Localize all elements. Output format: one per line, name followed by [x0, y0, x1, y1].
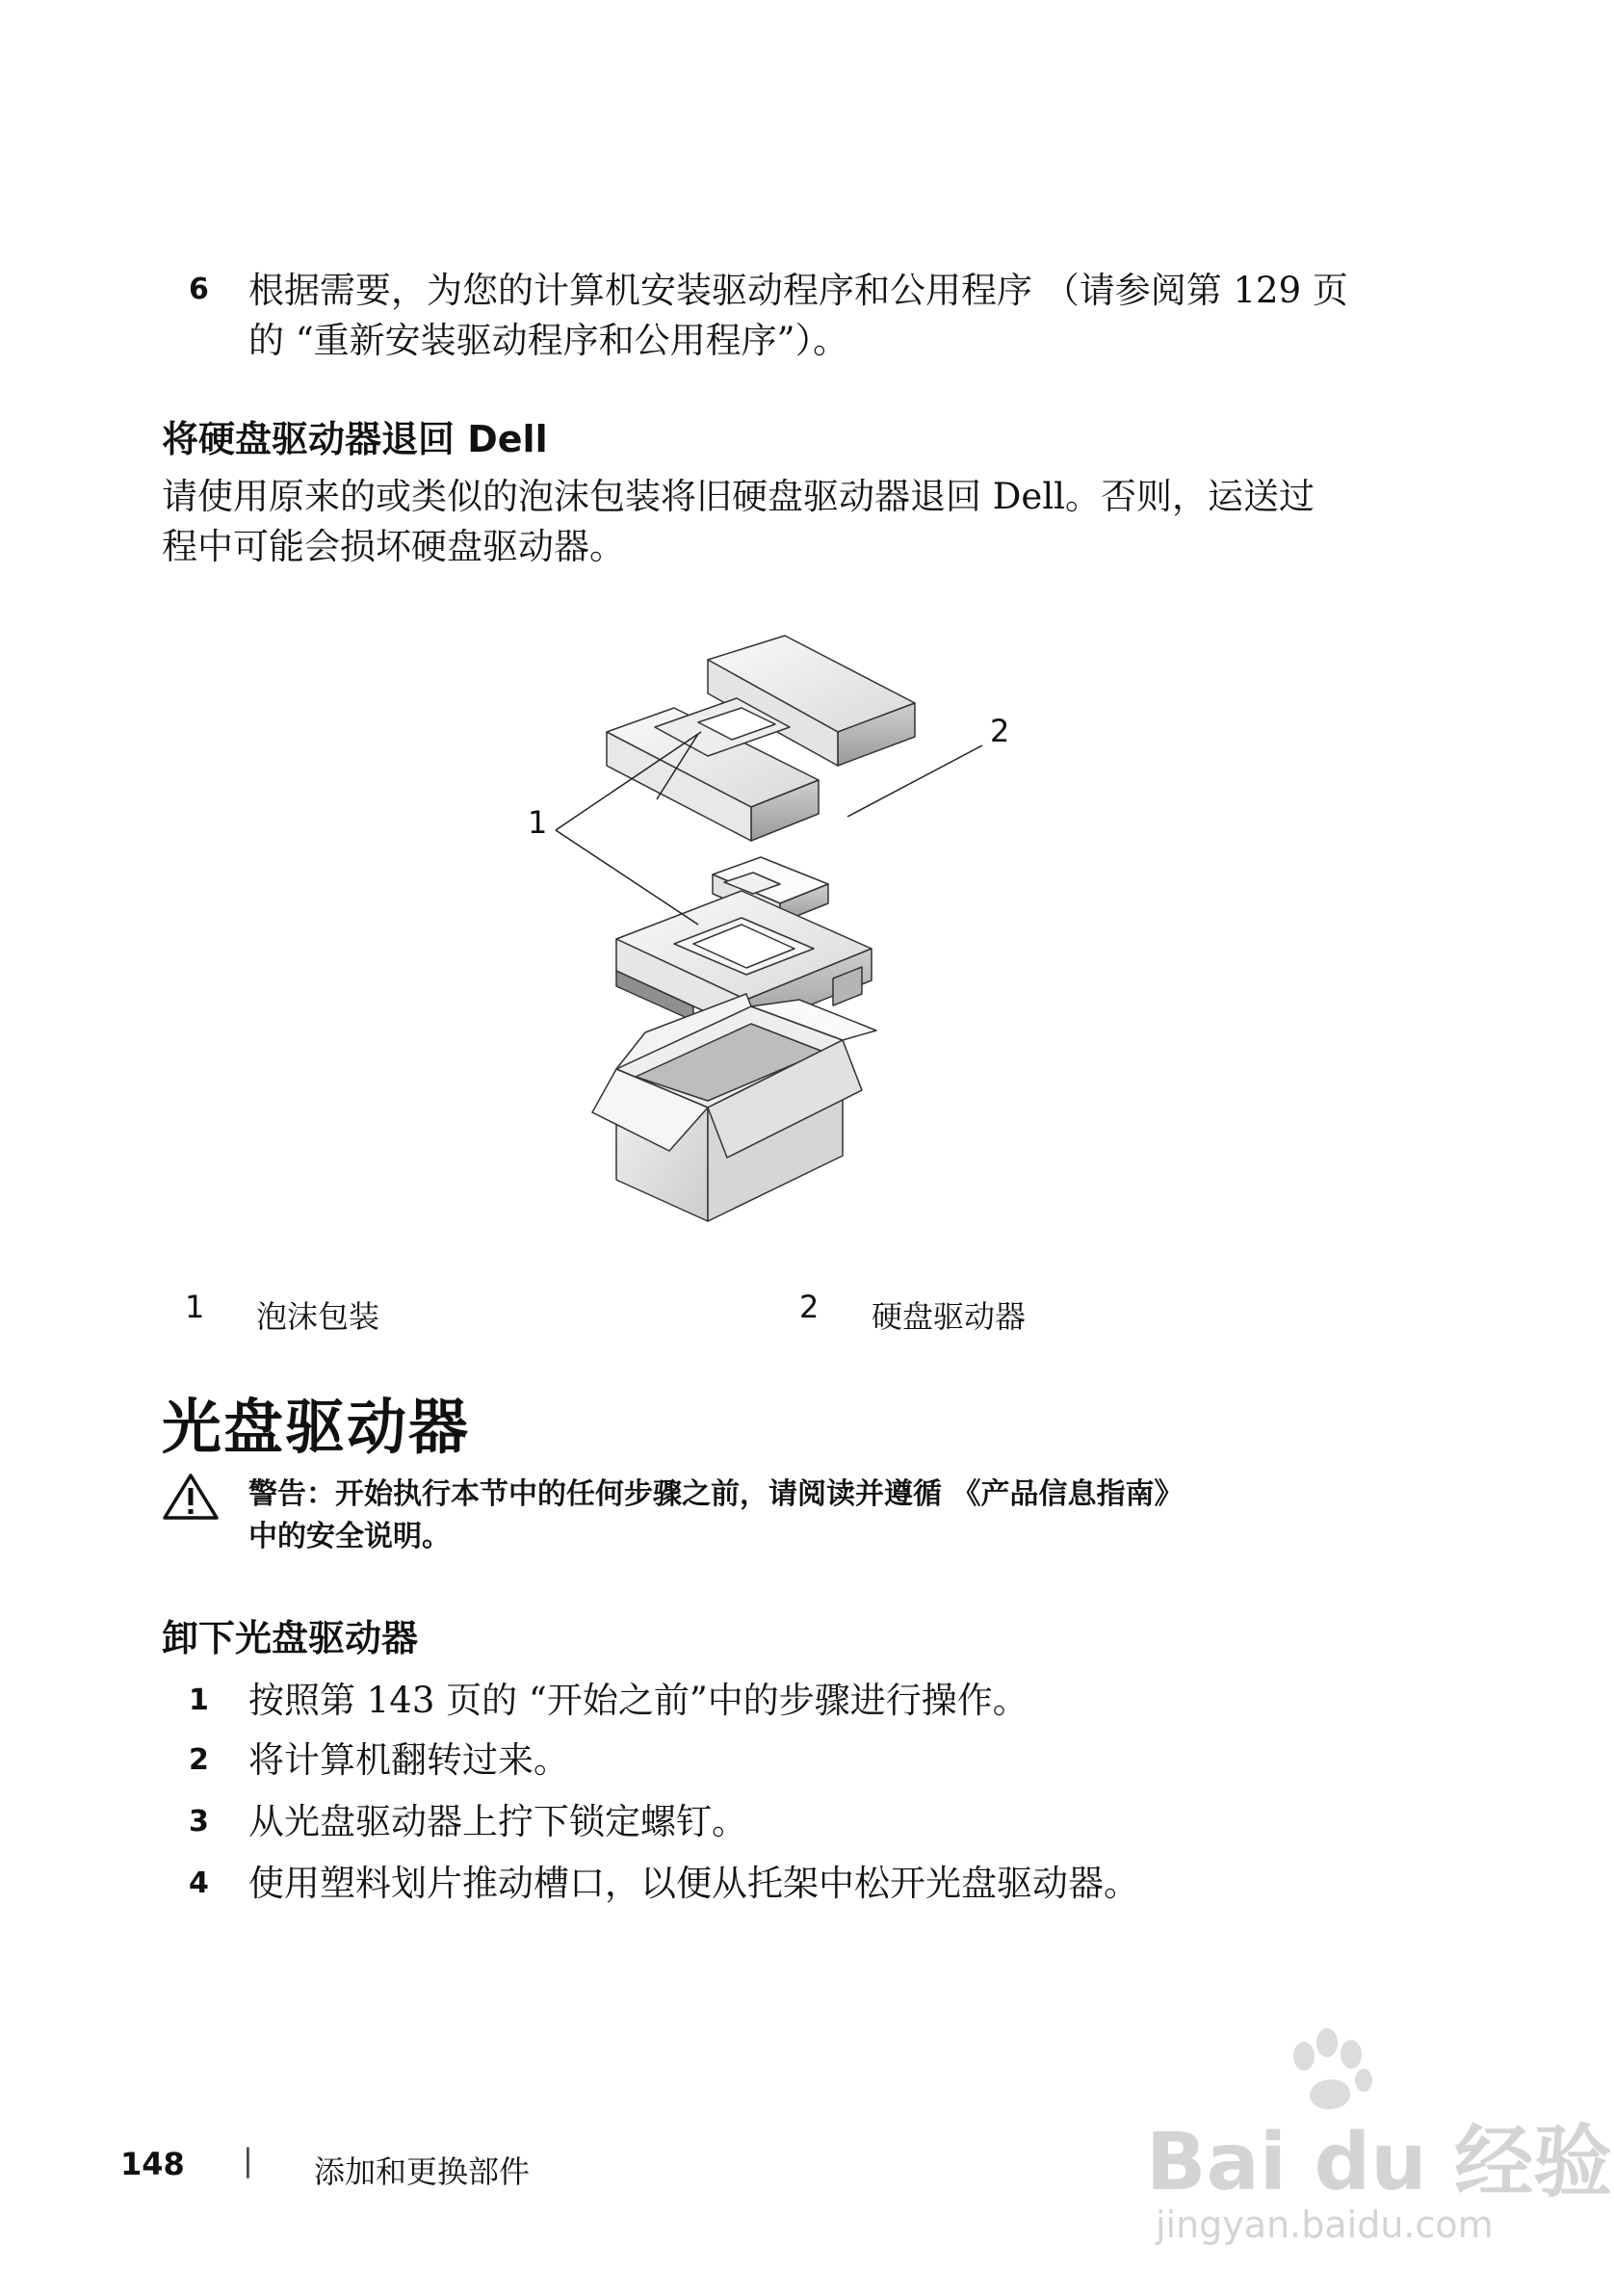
cardboard-box	[592, 994, 876, 1221]
step-text: 从光盘驱动器上拧下锁定螺钉。	[248, 1801, 747, 1842]
step-6-text-line1: 根据需要，为您的计算机安装驱动程序和公用程序 （请参阅第 129 页	[248, 270, 1348, 311]
sub-heading-remove-optical-drive: 卸下光盘驱动器	[162, 1617, 419, 1659]
step-number: 4	[189, 1866, 209, 1900]
legend-num-1: 1	[185, 1289, 205, 1325]
return-paragraph-line1: 请使用原来的或类似的泡沫包装将旧硬盘驱动器退回 Dell。否则，运送过	[162, 476, 1315, 517]
footer-chapter-title: 添加和更换部件	[314, 2153, 531, 2190]
return-paragraph-line2: 程中可能会损坏硬盘驱动器。	[162, 526, 625, 567]
step-6-text-line2: 的 “重新安装驱动程序和公用程序”）。	[248, 320, 849, 361]
legend-num-2: 2	[799, 1289, 820, 1325]
step-number: 1	[189, 1683, 209, 1717]
footer-separator: |	[243, 2142, 253, 2179]
top-foam-insert	[607, 636, 915, 841]
legend-label-2: 硬盘驱动器	[872, 1298, 1027, 1335]
watermark-url: jingyan.baidu.com	[1156, 2204, 1494, 2246]
callout-2-label: 2	[990, 713, 1010, 749]
legend-label-1: 泡沫包装	[256, 1298, 380, 1335]
step-text: 按照第 143 页的 “开始之前”中的步骤进行操作。	[248, 1680, 1028, 1721]
page-number: 148	[120, 2146, 185, 2182]
step-number: 6	[189, 273, 209, 306]
warning-text-line2: 中的安全说明。	[248, 1520, 451, 1553]
warning-text-line1: 警告：开始执行本节中的任何步骤之前，请阅读并遵循 《产品信息指南》	[248, 1477, 1184, 1511]
callout-1-label: 1	[528, 804, 548, 841]
warning-icon	[162, 1472, 220, 1522]
step-number: 2	[189, 1743, 209, 1777]
watermark-brand: Bai du 经验	[1146, 2117, 1613, 2208]
foam-packaging-illustration	[501, 616, 1002, 1252]
step-number: 3	[189, 1805, 209, 1839]
section-heading-optical-drive: 光盘驱动器	[162, 1392, 471, 1462]
step-text: 将计算机翻转过来。	[248, 1739, 569, 1781]
section-heading-return: 将硬盘驱动器退回 Dell	[162, 418, 548, 460]
step-text: 使用塑料划片推动槽口，以便从托架中松开光盘驱动器。	[248, 1863, 1139, 1904]
